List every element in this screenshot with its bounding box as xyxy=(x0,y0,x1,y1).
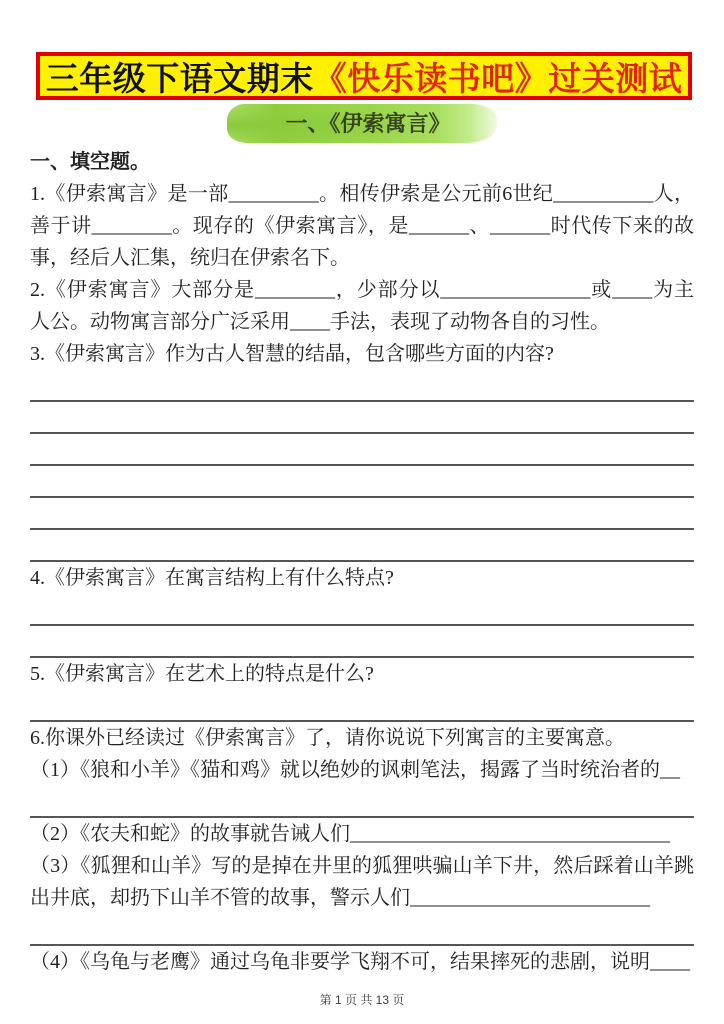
answer-lines-q6-3 xyxy=(30,914,694,946)
answer-lines-q6-1 xyxy=(30,786,694,818)
question-2: 2.《伊索寓言》大部分是________，少部分以_______________或____为主人公。动物寓言部分广泛采用____手法，表现了动物各自的习性。 xyxy=(30,279,694,333)
question-4: 4.《伊索寓言》在寓言结构上有什么特点? xyxy=(30,567,394,589)
banner-title-red: 《快乐读书吧》过关测试 xyxy=(313,61,683,98)
page-footer: 第 1 页 共 13 页 xyxy=(319,993,405,1007)
answer-line xyxy=(30,370,694,402)
answer-line xyxy=(30,466,694,498)
question-6-sub-3: （3）《狐狸和山羊》写的是掉在井里的狐狸哄骗山羊下井，然后踩着山羊跳出井底，却扔下山羊不管的故事，警示人们________________________ xyxy=(30,855,694,909)
answer-line xyxy=(30,530,694,562)
banner-title-black: 三年级下语文期末 xyxy=(45,61,314,98)
section-heading: 一、填空题。 xyxy=(30,151,150,173)
subtitle-row xyxy=(0,104,724,143)
question-5: 5.《伊索寓言》在艺术上的特点是什么? xyxy=(30,663,374,685)
question-3: 3.《伊索寓言》作为古人智慧的结晶，包含哪些方面的内容? xyxy=(30,343,554,365)
answer-line xyxy=(30,786,694,818)
answer-line xyxy=(30,626,694,658)
answer-line xyxy=(30,690,694,722)
answer-lines-q4 xyxy=(30,594,694,658)
subtitle-highlight xyxy=(227,104,496,143)
subtitle-text: 一、《伊索寓言》 xyxy=(285,111,451,136)
question-1: 1.《伊索寓言》是一部_________。相传伊索是公元前6世纪__________人，善于讲________。现存的《伊索寓言》，是______、______时代传下来的故事，经后人汇集，统归在伊索名下。 xyxy=(30,183,694,269)
answer-line xyxy=(30,594,694,626)
question-6-sub-4: （4）《乌龟与老鹰》通过乌龟非要学飞翔不可，结果摔死的悲剧，说明____ xyxy=(30,951,690,973)
answer-line xyxy=(30,402,694,434)
question-6-sub-1: （1）《狼和小羊》《猫和鸡》就以绝妙的讽刺笔法，揭露了当时统治者的__ xyxy=(30,759,680,781)
question-6: 6.你课外已经读过《伊索寓言》了，请你说说下列寓言的主要寓意。 xyxy=(30,727,625,749)
answer-lines-q5 xyxy=(30,690,694,722)
answer-line xyxy=(30,434,694,466)
worksheet-content xyxy=(30,146,694,978)
question-6-sub-2: （2）《农夫和蛇》的故事就告诫人们________________________________ xyxy=(30,823,670,845)
answer-lines-q3 xyxy=(30,370,694,562)
title-banner xyxy=(36,52,692,100)
answer-line xyxy=(30,498,694,530)
answer-line xyxy=(30,914,694,946)
